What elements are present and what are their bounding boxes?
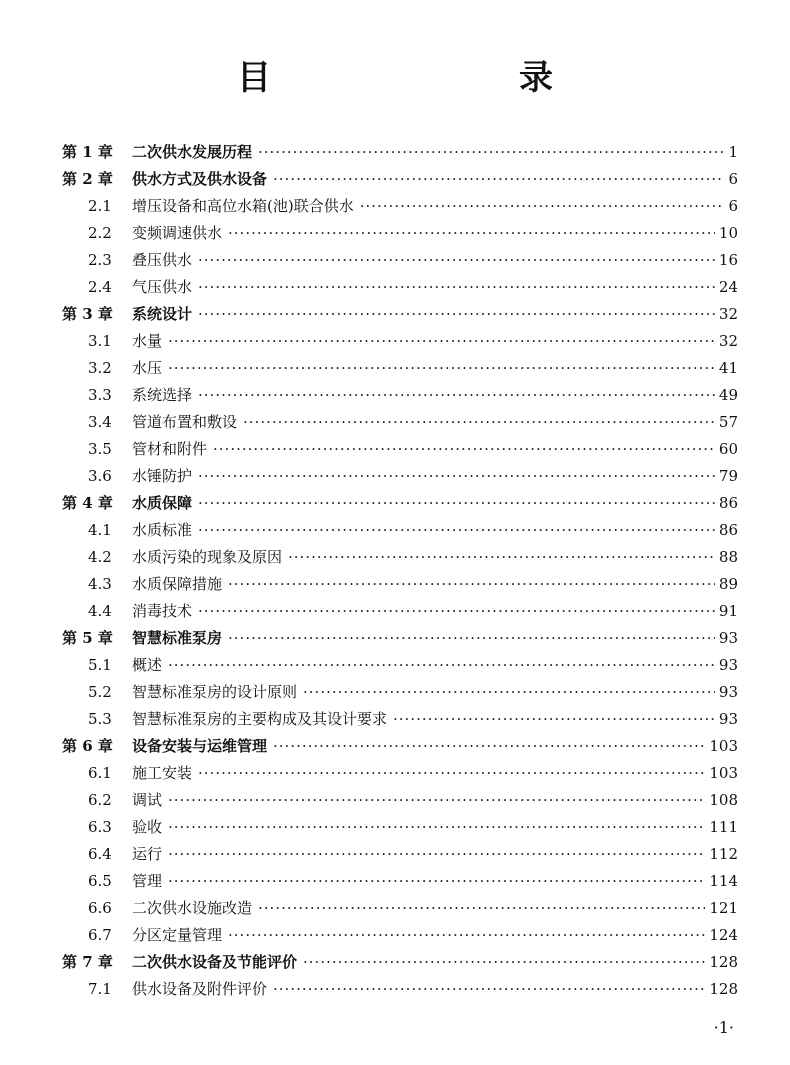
- toc-entry-number: 6.5: [88, 872, 112, 890]
- dot-leader: [198, 463, 715, 490]
- dot-leader: [273, 733, 705, 760]
- toc-entry-page: 10: [718, 224, 738, 242]
- toc-entry-title: 设备安装与运维管理: [132, 737, 268, 755]
- toc-entry-number: 4.2: [88, 548, 112, 566]
- toc-entry-number: 6.2: [88, 791, 112, 809]
- toc-entry-number: 第 1 章: [62, 143, 113, 161]
- toc-chapter-row: [62, 301, 738, 328]
- toc-entry-number: 6.3: [88, 818, 112, 836]
- toc-entry-title: 管道布置和敷设: [132, 413, 238, 431]
- dot-leader: [243, 409, 715, 436]
- toc-entry-title: 智慧标准泵房的主要构成及其设计要求: [132, 710, 388, 728]
- toc-section-row: [62, 193, 738, 220]
- toc-entry-label-group: [132, 220, 738, 247]
- dot-leader: [198, 274, 715, 301]
- toc-entry-page: 124: [709, 926, 738, 944]
- toc-entry-title: 水量: [132, 332, 163, 350]
- toc-section-row: [62, 571, 738, 598]
- toc-entry-title: 供水方式及供水设备: [132, 170, 268, 188]
- toc-entry-title: 分区定量管理: [132, 926, 223, 944]
- toc-entry-title: 水压: [132, 359, 163, 377]
- toc-entry-label-group: [132, 544, 738, 571]
- toc-entry-title: 二次供水设施改造: [132, 899, 253, 917]
- toc-entry-number: 2.1: [88, 197, 112, 215]
- toc-entry-page: 111: [709, 818, 738, 836]
- toc-entry-title: 水锤防护: [132, 467, 193, 485]
- toc-entry-title: 水质污染的现象及原因: [132, 548, 283, 566]
- toc-entry-number: 3.1: [88, 332, 112, 350]
- toc-section-row: [62, 247, 738, 274]
- toc-entry-number: 第 3 章: [62, 305, 113, 323]
- toc-entry-page: 6: [728, 197, 738, 215]
- toc-entry-title: 概述: [132, 656, 163, 674]
- toc-entry-number: 第 6 章: [62, 737, 113, 755]
- dot-leader: [168, 868, 705, 895]
- toc-section-row: [62, 409, 738, 436]
- toc-entry-label-group: [132, 625, 738, 652]
- toc-entry-page: 93: [718, 629, 738, 647]
- dot-leader: [168, 814, 705, 841]
- dot-leader: [168, 652, 715, 679]
- toc-entry-page: 108: [709, 791, 738, 809]
- toc-entry-label-group: [132, 193, 738, 220]
- toc-entry-page: 16: [718, 251, 738, 269]
- toc-section-row: [62, 274, 738, 301]
- toc-entry-page: 103: [709, 737, 738, 755]
- toc-entry-title: 系统设计: [132, 305, 193, 323]
- dot-leader: [258, 139, 724, 166]
- dot-leader: [198, 247, 715, 274]
- dot-leader: [168, 328, 715, 355]
- toc-entry-title: 管理: [132, 872, 163, 890]
- toc-entry-number: 4.1: [88, 521, 112, 539]
- toc-entry-number: 5.2: [88, 683, 112, 701]
- toc-entry-label-group: [132, 301, 738, 328]
- dot-leader: [198, 598, 715, 625]
- toc-entry-title: 验收: [132, 818, 163, 836]
- toc-entry-label-group: [132, 733, 738, 760]
- toc-entry-label-group: [132, 382, 738, 409]
- toc-section-row: [62, 895, 738, 922]
- toc-entry-page: 60: [718, 440, 738, 458]
- dot-leader: [168, 355, 715, 382]
- toc-entry-page: 24: [718, 278, 738, 296]
- toc-section-row: [62, 463, 738, 490]
- toc-entry-label-group: [132, 463, 738, 490]
- dot-leader: [360, 193, 725, 220]
- toc-entry-page: 89: [718, 575, 738, 593]
- toc-entry-label-group: [132, 436, 738, 463]
- toc-section-row: [62, 436, 738, 463]
- toc-entry-label-group: [132, 328, 738, 355]
- dot-leader: [258, 895, 705, 922]
- toc-chapter-row: [62, 139, 738, 166]
- page-title: 目 录: [237, 58, 613, 98]
- dot-leader: [168, 841, 705, 868]
- toc-entry-number: 2.4: [88, 278, 112, 296]
- toc-entry-number: 7.1: [88, 980, 112, 998]
- dot-leader: [198, 301, 715, 328]
- toc-entry-number: 第 4 章: [62, 494, 113, 512]
- toc-entry-title: 水质保障措施: [132, 575, 223, 593]
- toc-entry-page: 79: [718, 467, 738, 485]
- toc-entry-title: 水质标准: [132, 521, 193, 539]
- toc-entry-page: 114: [709, 872, 738, 890]
- toc-entry-number: 5.1: [88, 656, 112, 674]
- toc-entry-label-group: [132, 706, 738, 733]
- toc-section-row: [62, 517, 738, 544]
- toc-entry-number: 2.2: [88, 224, 112, 242]
- toc-entry-number: 3.3: [88, 386, 112, 404]
- toc-entry-number: 6.1: [88, 764, 112, 782]
- toc-entry-number: 4.4: [88, 602, 112, 620]
- toc-entry-label-group: [132, 841, 738, 868]
- toc-entry-page: 91: [718, 602, 738, 620]
- toc-entry-label-group: [132, 922, 738, 949]
- toc-entry-page: 32: [718, 305, 738, 323]
- toc-entry-title: 管材和附件: [132, 440, 208, 458]
- dot-leader: [168, 787, 705, 814]
- toc-entry-page: 32: [718, 332, 738, 350]
- toc-entry-label-group: [132, 787, 738, 814]
- toc-chapter-row: [62, 490, 738, 517]
- toc-entry-number: 6.6: [88, 899, 112, 917]
- toc-entry-label-group: [132, 247, 738, 274]
- dot-leader: [198, 517, 715, 544]
- toc-entry-label-group: [132, 814, 738, 841]
- toc-entry-label-group: [132, 598, 738, 625]
- toc-entry-label-group: [132, 949, 738, 976]
- toc-entry-label-group: [132, 652, 738, 679]
- toc-entry-number: 3.4: [88, 413, 112, 431]
- toc-chapter-row: [62, 166, 738, 193]
- toc-section-row: [62, 976, 738, 1003]
- toc-entry-page: 128: [709, 953, 738, 971]
- toc-entry-label-group: [132, 571, 738, 598]
- toc-section-row: [62, 355, 738, 382]
- toc-entry-number: 3.5: [88, 440, 112, 458]
- toc-section-row: [62, 652, 738, 679]
- dot-leader: [228, 625, 715, 652]
- toc-entry-number: 第 7 章: [62, 953, 113, 971]
- toc-entry-page: 6: [728, 170, 738, 188]
- toc-section-row: [62, 922, 738, 949]
- toc-section-row: [62, 220, 738, 247]
- table-of-contents: [62, 139, 738, 1003]
- toc-entry-title: 调试: [132, 791, 163, 809]
- toc-entry-label-group: [132, 679, 738, 706]
- toc-entry-title: 供水设备及附件评价: [132, 980, 268, 998]
- toc-entry-page: 121: [709, 899, 738, 917]
- dot-leader: [273, 166, 724, 193]
- toc-entry-label-group: [132, 868, 738, 895]
- toc-section-row: [62, 787, 738, 814]
- toc-entry-title: 二次供水设备及节能评价: [132, 953, 298, 971]
- toc-section-row: [62, 382, 738, 409]
- dot-leader: [303, 949, 705, 976]
- toc-entry-label-group: [132, 490, 738, 517]
- toc-entry-title: 变频调速供水: [132, 224, 223, 242]
- toc-section-row: [62, 598, 738, 625]
- toc-entry-page: 1: [728, 143, 738, 161]
- toc-entry-page: 57: [718, 413, 738, 431]
- toc-entry-page: 49: [718, 386, 738, 404]
- dot-leader: [198, 382, 715, 409]
- dot-leader: [198, 760, 705, 787]
- toc-entry-label-group: [132, 895, 738, 922]
- dot-leader: [303, 679, 715, 706]
- toc-section-row: [62, 814, 738, 841]
- toc-entry-title: 系统选择: [132, 386, 193, 404]
- toc-entry-title: 增压设备和高位水箱(池)联合供水: [132, 197, 354, 215]
- toc-entry-number: 6.7: [88, 926, 112, 944]
- toc-entry-number: 第 2 章: [62, 170, 113, 188]
- toc-entry-title: 气压供水: [132, 278, 193, 296]
- toc-entry-number: 第 5 章: [62, 629, 113, 647]
- dot-leader: [273, 976, 705, 1003]
- toc-entry-label-group: [132, 976, 738, 1003]
- toc-chapter-row: [62, 733, 738, 760]
- toc-entry-page: 86: [718, 521, 738, 539]
- dot-leader: [198, 490, 715, 517]
- toc-entry-number: 6.4: [88, 845, 112, 863]
- toc-section-row: [62, 544, 738, 571]
- toc-entry-title: 二次供水发展历程: [132, 143, 253, 161]
- toc-section-row: [62, 328, 738, 355]
- toc-entry-page: 128: [709, 980, 738, 998]
- toc-section-row: [62, 706, 738, 733]
- toc-section-row: [62, 679, 738, 706]
- dot-leader: [288, 544, 715, 571]
- toc-entry-number: 3.2: [88, 359, 112, 377]
- dot-leader: [228, 571, 715, 598]
- toc-entry-title: 叠压供水: [132, 251, 193, 269]
- toc-entry-page: 86: [718, 494, 738, 512]
- toc-entry-label-group: [132, 760, 738, 787]
- toc-entry-page: 93: [718, 656, 738, 674]
- dot-leader: [213, 436, 715, 463]
- dot-leader: [228, 922, 705, 949]
- toc-section-row: [62, 760, 738, 787]
- toc-chapter-row: [62, 949, 738, 976]
- toc-entry-page: 88: [718, 548, 738, 566]
- page-number: ·1·: [713, 1018, 734, 1037]
- toc-entry-title: 智慧标准泵房: [132, 629, 223, 647]
- toc-entry-title: 施工安装: [132, 764, 193, 782]
- toc-entry-page: 93: [718, 710, 738, 728]
- toc-entry-label-group: [132, 166, 738, 193]
- toc-entry-label-group: [132, 517, 738, 544]
- dot-leader: [228, 220, 715, 247]
- toc-entry-label-group: [132, 139, 738, 166]
- toc-entry-page: 103: [709, 764, 738, 782]
- toc-entry-title: 消毒技术: [132, 602, 193, 620]
- toc-entry-label-group: [132, 355, 738, 382]
- toc-entry-page: 41: [718, 359, 738, 377]
- toc-entry-number: 5.3: [88, 710, 112, 728]
- toc-entry-label-group: [132, 409, 738, 436]
- toc-entry-page: 93: [718, 683, 738, 701]
- toc-entry-title: 运行: [132, 845, 163, 863]
- toc-entry-page: 112: [709, 845, 738, 863]
- toc-entry-label-group: [132, 274, 738, 301]
- dot-leader: [393, 706, 715, 733]
- toc-entry-title: 水质保障: [132, 494, 193, 512]
- toc-entry-title: 智慧标准泵房的设计原则: [132, 683, 298, 701]
- toc-entry-number: 4.3: [88, 575, 112, 593]
- toc-section-row: [62, 868, 738, 895]
- toc-section-row: [62, 841, 738, 868]
- toc-chapter-row: [62, 625, 738, 652]
- toc-entry-number: 3.6: [88, 467, 112, 485]
- toc-entry-number: 2.3: [88, 251, 112, 269]
